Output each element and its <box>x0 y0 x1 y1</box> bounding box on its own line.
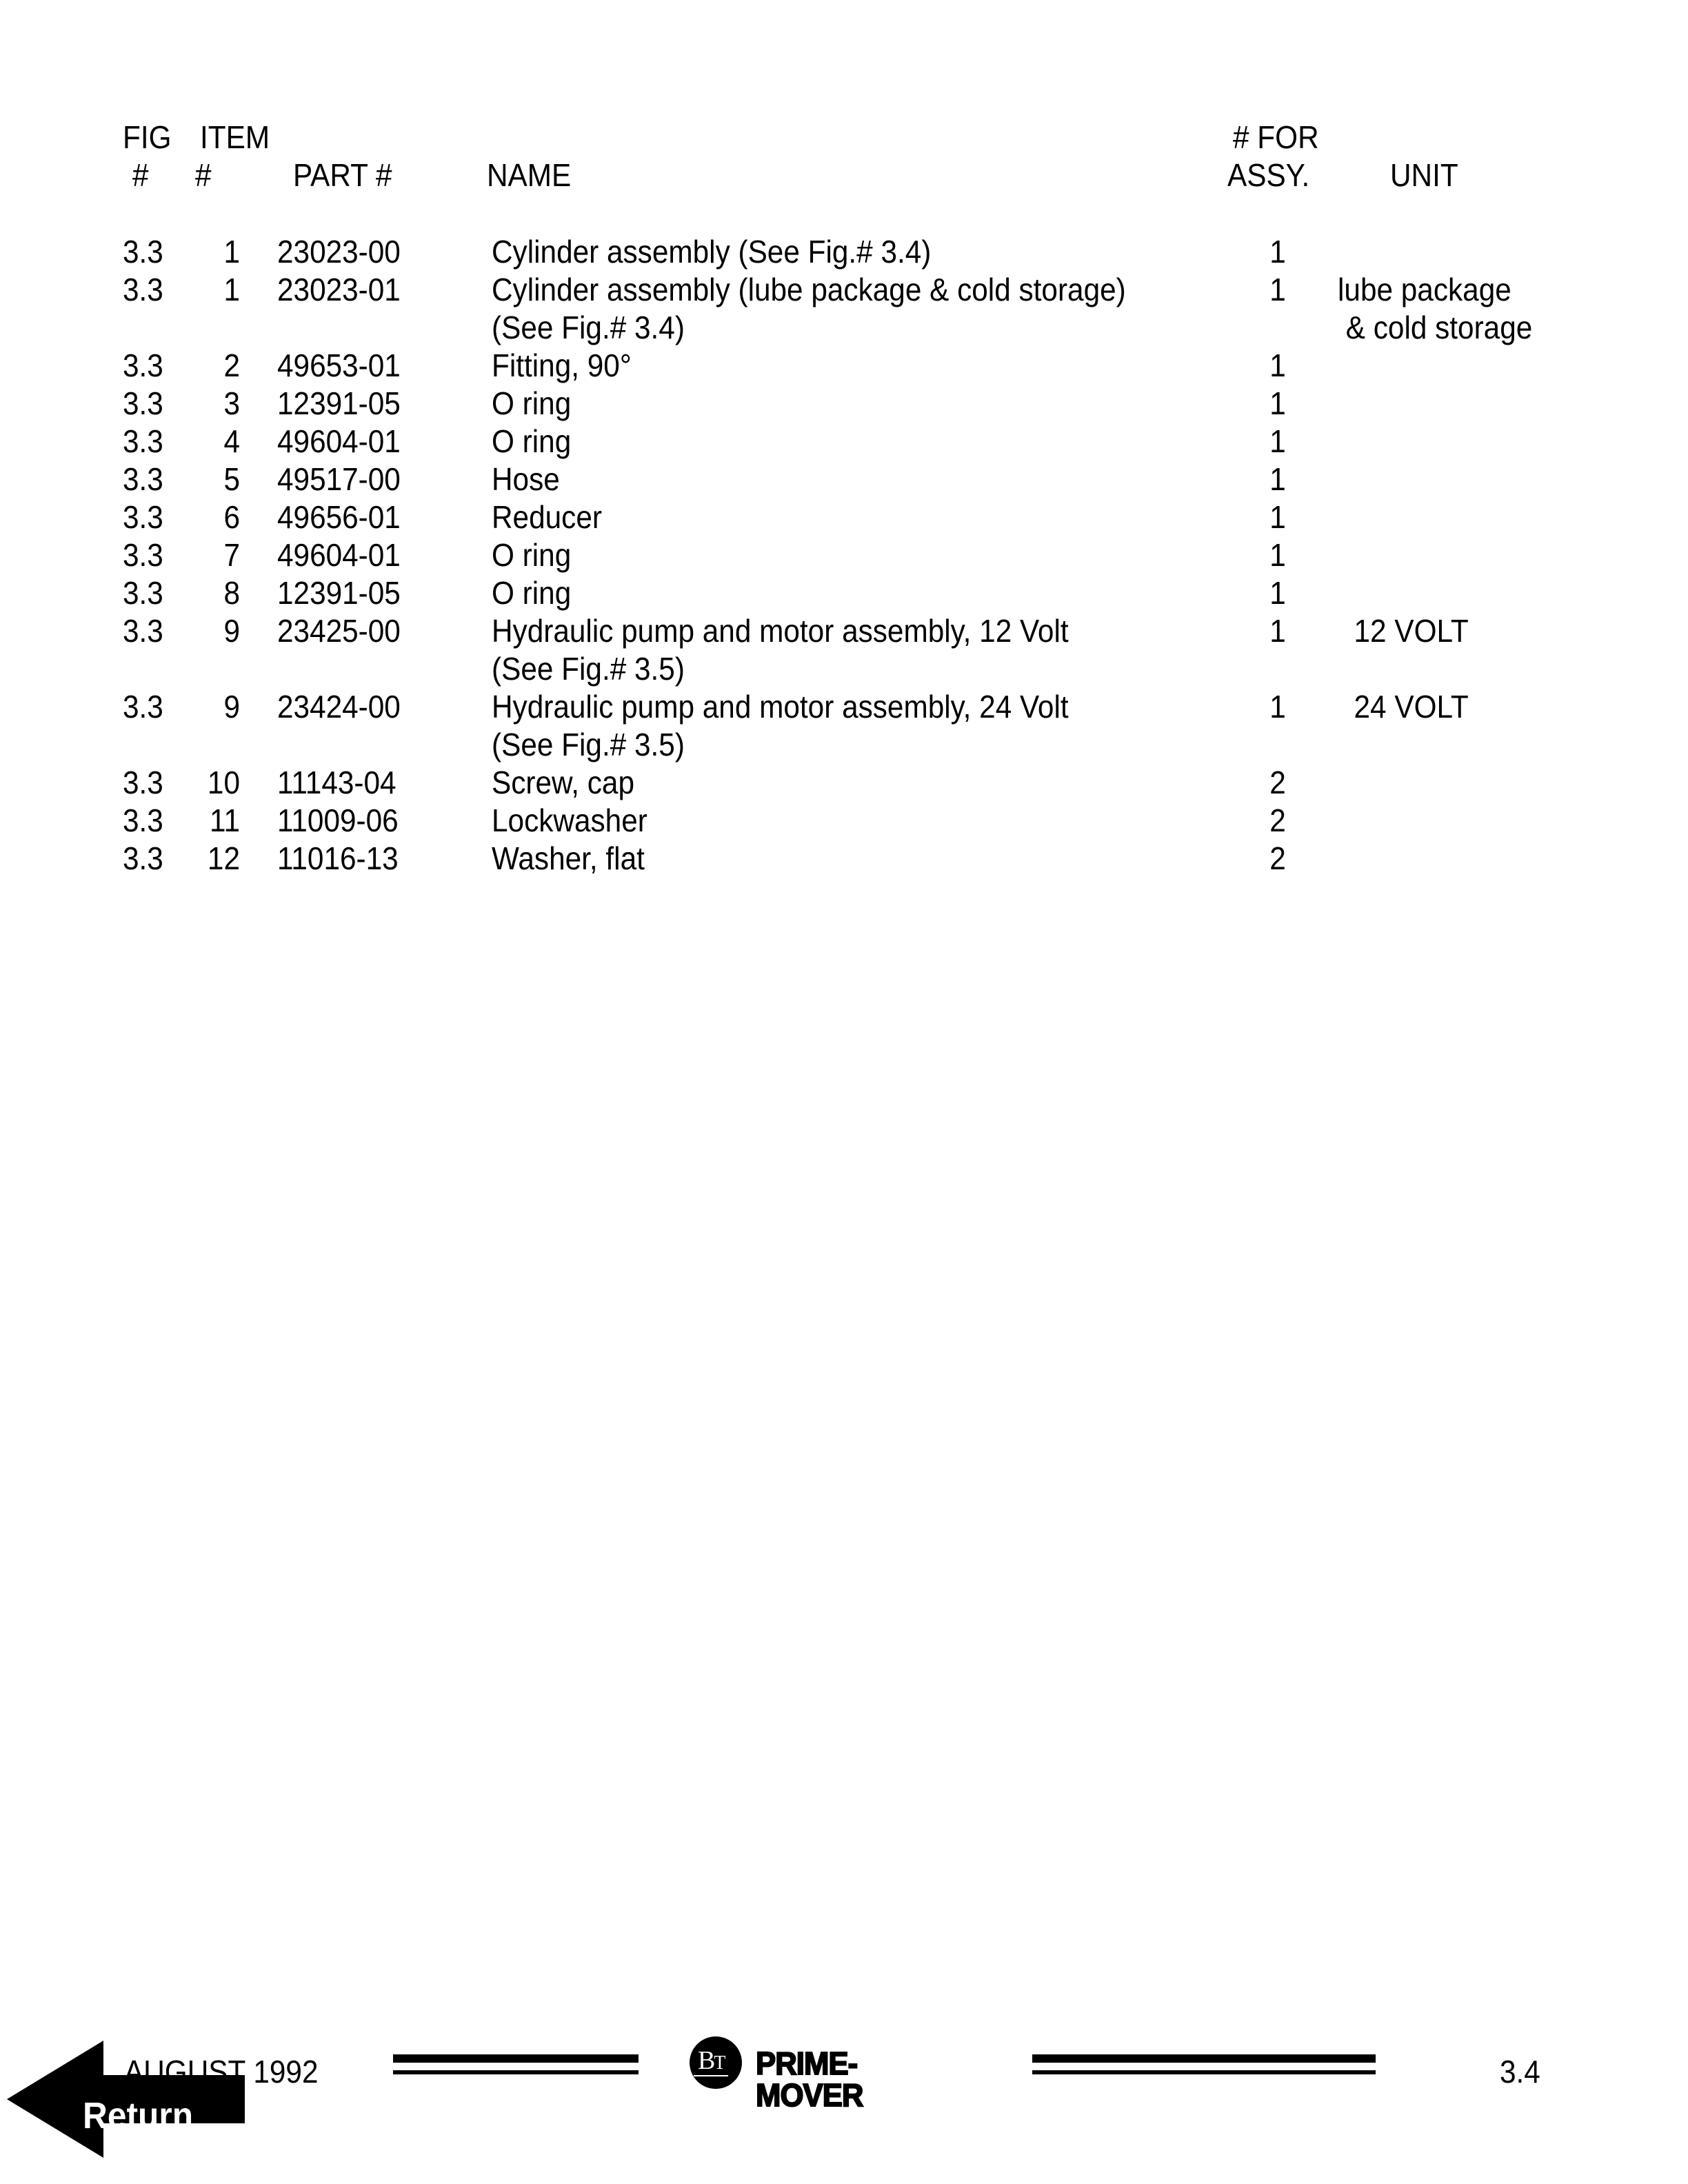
cell-item: 2 <box>223 347 240 383</box>
cell-item: 3 <box>223 385 240 421</box>
cell-part: 11016-13 <box>277 840 399 876</box>
cell-fig: 3.3 <box>123 765 163 800</box>
cell-name: Reducer <box>492 499 602 535</box>
table-row <box>0 612 1688 688</box>
cell-part: 11143-04 <box>277 765 396 800</box>
header-name: NAME <box>487 157 572 193</box>
bt-logo-icon: BT <box>690 2036 742 2089</box>
cell-name-line2: (See Fig.# 3.5) <box>492 727 685 762</box>
cell-name: O ring <box>492 385 572 421</box>
divider-right <box>1032 2054 1376 2075</box>
cell-assy: 1 <box>1269 537 1286 573</box>
cell-fig: 3.3 <box>123 575 163 611</box>
header-unit: UNIT <box>1390 157 1458 193</box>
cell-assy: 1 <box>1269 234 1286 270</box>
cell-fig: 3.3 <box>123 385 163 421</box>
cell-item: 9 <box>223 613 240 649</box>
cell-part: 49604-01 <box>277 537 401 573</box>
cell-fig: 3.3 <box>123 272 163 307</box>
cell-assy: 2 <box>1269 802 1286 838</box>
cell-assy: 1 <box>1269 385 1286 421</box>
cell-part: 23425-00 <box>277 613 401 649</box>
header-fig-line2: # <box>132 157 149 193</box>
cell-unit: 12 VOLT <box>1338 613 1469 649</box>
cell-fig: 3.3 <box>123 689 163 725</box>
divider-left <box>393 2054 639 2075</box>
cell-name: Lockwasher <box>492 802 647 838</box>
header-assy-line2: ASSY. <box>1227 157 1310 193</box>
cell-name: Cylinder assembly (See Fig.# 3.4) <box>492 234 932 270</box>
header-part: PART # <box>293 157 392 193</box>
cell-assy: 1 <box>1269 347 1286 383</box>
cell-item: 8 <box>223 575 240 611</box>
cell-assy: 1 <box>1269 613 1286 649</box>
page-footer <box>0 2027 1688 2184</box>
cell-name: Hydraulic pump and motor assembly, 24 Volt <box>492 689 1069 725</box>
cell-unit-line2: & cold storage <box>1338 310 1533 345</box>
cell-fig: 3.3 <box>123 499 163 535</box>
cell-fig: 3.3 <box>123 802 163 838</box>
cell-assy: 1 <box>1269 272 1286 307</box>
cell-part: 11009-06 <box>277 802 399 838</box>
cell-item: 9 <box>223 689 240 725</box>
cell-name: O ring <box>492 537 572 573</box>
cell-part: 49656-01 <box>277 499 401 535</box>
cell-name: Cylinder assembly (lube package & cold storage) <box>492 272 1126 307</box>
cell-name: Hydraulic pump and motor assembly, 12 Volt <box>492 613 1069 649</box>
page-number: 3.4 <box>1500 2054 1540 2090</box>
document-date: AUGUST 1992 <box>124 2054 319 2090</box>
cell-part: 49517-00 <box>277 461 401 497</box>
brand-name: PRIME-MOVER <box>756 2045 863 2113</box>
cell-assy: 2 <box>1269 765 1286 800</box>
cell-item: 11 <box>210 802 240 838</box>
table-row <box>0 688 1688 764</box>
cell-part: 49604-01 <box>277 423 401 459</box>
cell-fig: 3.3 <box>123 234 163 270</box>
cell-name: Fitting, 90° <box>492 347 632 383</box>
cell-assy: 2 <box>1269 840 1286 876</box>
cell-name: Hose <box>492 461 560 497</box>
header-item-line1: ITEM <box>200 119 270 155</box>
cell-assy: 1 <box>1269 575 1286 611</box>
table-row <box>0 271 1688 347</box>
cell-fig: 3.3 <box>123 461 163 497</box>
cell-part: 49653-01 <box>277 347 401 383</box>
cell-item: 12 <box>207 840 240 876</box>
cell-unit: 24 VOLT <box>1338 689 1469 725</box>
cell-name: Washer, flat <box>492 840 645 876</box>
cell-fig: 3.3 <box>123 613 163 649</box>
cell-item: 1 <box>223 234 240 270</box>
cell-part: 12391-05 <box>277 385 401 421</box>
cell-name: O ring <box>492 423 572 459</box>
cell-part: 23023-01 <box>277 272 401 307</box>
cell-fig: 3.3 <box>123 840 163 876</box>
cell-name: O ring <box>492 575 572 611</box>
cell-item: 5 <box>223 461 240 497</box>
cell-unit: lube package <box>1338 272 1511 307</box>
cell-item: 6 <box>223 499 240 535</box>
return-label: Return <box>83 2095 194 2136</box>
cell-fig: 3.3 <box>123 347 163 383</box>
header-item-line2: # <box>195 157 212 193</box>
header-assy-line1: # FOR <box>1233 119 1319 155</box>
cell-item: 7 <box>223 537 240 573</box>
cell-assy: 1 <box>1269 461 1286 497</box>
cell-assy: 1 <box>1269 689 1286 725</box>
cell-part: 23023-00 <box>277 234 401 270</box>
cell-item: 4 <box>223 423 240 459</box>
cell-item: 10 <box>207 765 240 800</box>
cell-part: 12391-05 <box>277 575 401 611</box>
cell-part: 23424-00 <box>277 689 401 725</box>
header-fig-line1: FIG <box>123 119 172 155</box>
cell-assy: 1 <box>1269 423 1286 459</box>
table-row <box>0 840 1688 916</box>
cell-name: Screw, cap <box>492 765 634 800</box>
cell-name-line2: (See Fig.# 3.4) <box>492 310 685 345</box>
cell-item: 1 <box>223 272 240 307</box>
cell-name-line2: (See Fig.# 3.5) <box>492 651 685 687</box>
cell-assy: 1 <box>1269 499 1286 535</box>
cell-fig: 3.3 <box>123 423 163 459</box>
cell-fig: 3.3 <box>123 537 163 573</box>
